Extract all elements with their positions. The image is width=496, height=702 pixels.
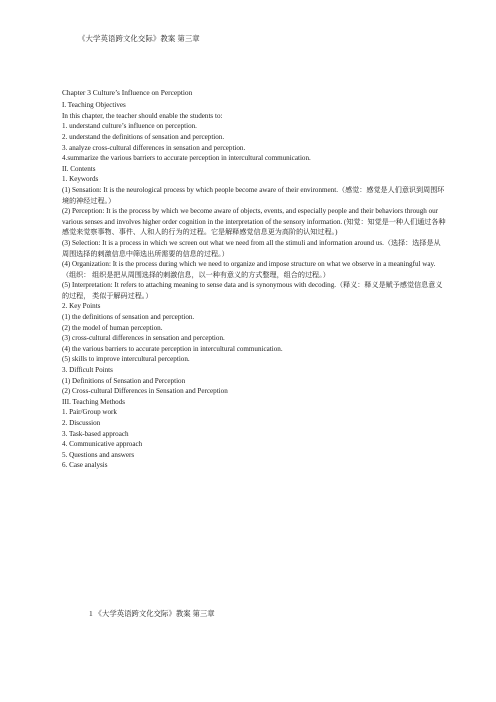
list-item: (1) Definitions of Sensation and Perception bbox=[62, 376, 186, 385]
list-item: 4. Communicative approach bbox=[62, 440, 143, 449]
list-item: 4.summarize the various barriers to accurate perception in intercultural communication. bbox=[62, 154, 311, 163]
page-footer: 1 《大学英语跨文化交际》教案 第三章 bbox=[89, 609, 215, 618]
paragraph: In this chapter, the teacher should enable the students to: bbox=[62, 111, 223, 120]
list-item: 6. Case analysis bbox=[62, 461, 108, 470]
section-heading: III. Teaching Methods bbox=[62, 397, 126, 406]
chapter-title: Chapter 3 Culture’s Influence on Perception bbox=[62, 88, 193, 97]
keyword-definition: (5) Interpretation: It refers to attaching meaning to sense data and is synonymous with decoding.（释义：释义是赋予感觉信息意义的过程， 类似于解码过程。） bbox=[62, 281, 443, 300]
subsection-heading: 2. Key Points bbox=[62, 302, 101, 311]
list-item: (5) skills to improve intercultural perception. bbox=[62, 355, 190, 364]
document-body bbox=[62, 88, 446, 471]
section-heading: I. Teaching Objectives bbox=[62, 101, 126, 110]
keyword-definition: (4) Organization: It is the process during which we need to organize and impose structure on what we observe in a meaningful way. （组织： 组织是把从周围选择的刺激信息，以一种有意义的方式整理，组合的过程。） bbox=[62, 260, 436, 279]
list-item: 3. analyze cross-cultural differences in sensation and perception. bbox=[62, 143, 246, 152]
list-item: (2) Cross-cultural Differences in Sensation and Perception bbox=[62, 387, 228, 396]
subsection-heading: 1. Keywords bbox=[62, 175, 99, 184]
section-heading: II. Contents bbox=[62, 164, 96, 173]
list-item: 5. Questions and answers bbox=[62, 450, 135, 459]
list-item: (4) the various barriers to accurate perception in intercultural communication. bbox=[62, 344, 283, 353]
page-header: 《大学英语跨文化交际》教案 第三章 bbox=[78, 34, 200, 43]
list-item: (2) the model of human perception. bbox=[62, 323, 163, 332]
keyword-definition: (1) Sensation: It is the neurological process by which people become aware of their environment.（感觉：感觉是人们意识到周围环境的神经过程。） bbox=[62, 185, 445, 205]
subsection-heading: 3. Difficult Points bbox=[62, 366, 113, 375]
list-item: 3. Task-based approach bbox=[62, 429, 129, 438]
list-item: (1) the definitions of sensation and perception. bbox=[62, 313, 195, 322]
list-item: 1. Pair/Group work bbox=[62, 408, 117, 417]
list-item: (3) cross-cultural differences in sensation and perception. bbox=[62, 334, 225, 343]
keyword-definition: (2) Perception: It is the process by which we become aware of objects, events, and especially people and their behaviors through our various senses and involves higher order cognition in the interpretation of the sensory information. (知觉：知觉是一种人们通过各种感觉来觉察事物、事件、人和人的行为的过程。它是解释感觉信息更为高阶的认知过程。) bbox=[62, 207, 446, 237]
list-item: 1. understand culture’s influence on perception. bbox=[62, 122, 197, 131]
keyword-definition: (3) Selection: It is a process in which we screen out what we need from all the stimuli and information around us.（选择：选择是从周围选择的刺激信息中筛选出所需要的信息的过程。） bbox=[62, 238, 441, 258]
list-item: 2. Discussion bbox=[62, 419, 101, 427]
list-item: 2. understand the definitions of sensation and perception. bbox=[62, 132, 225, 141]
